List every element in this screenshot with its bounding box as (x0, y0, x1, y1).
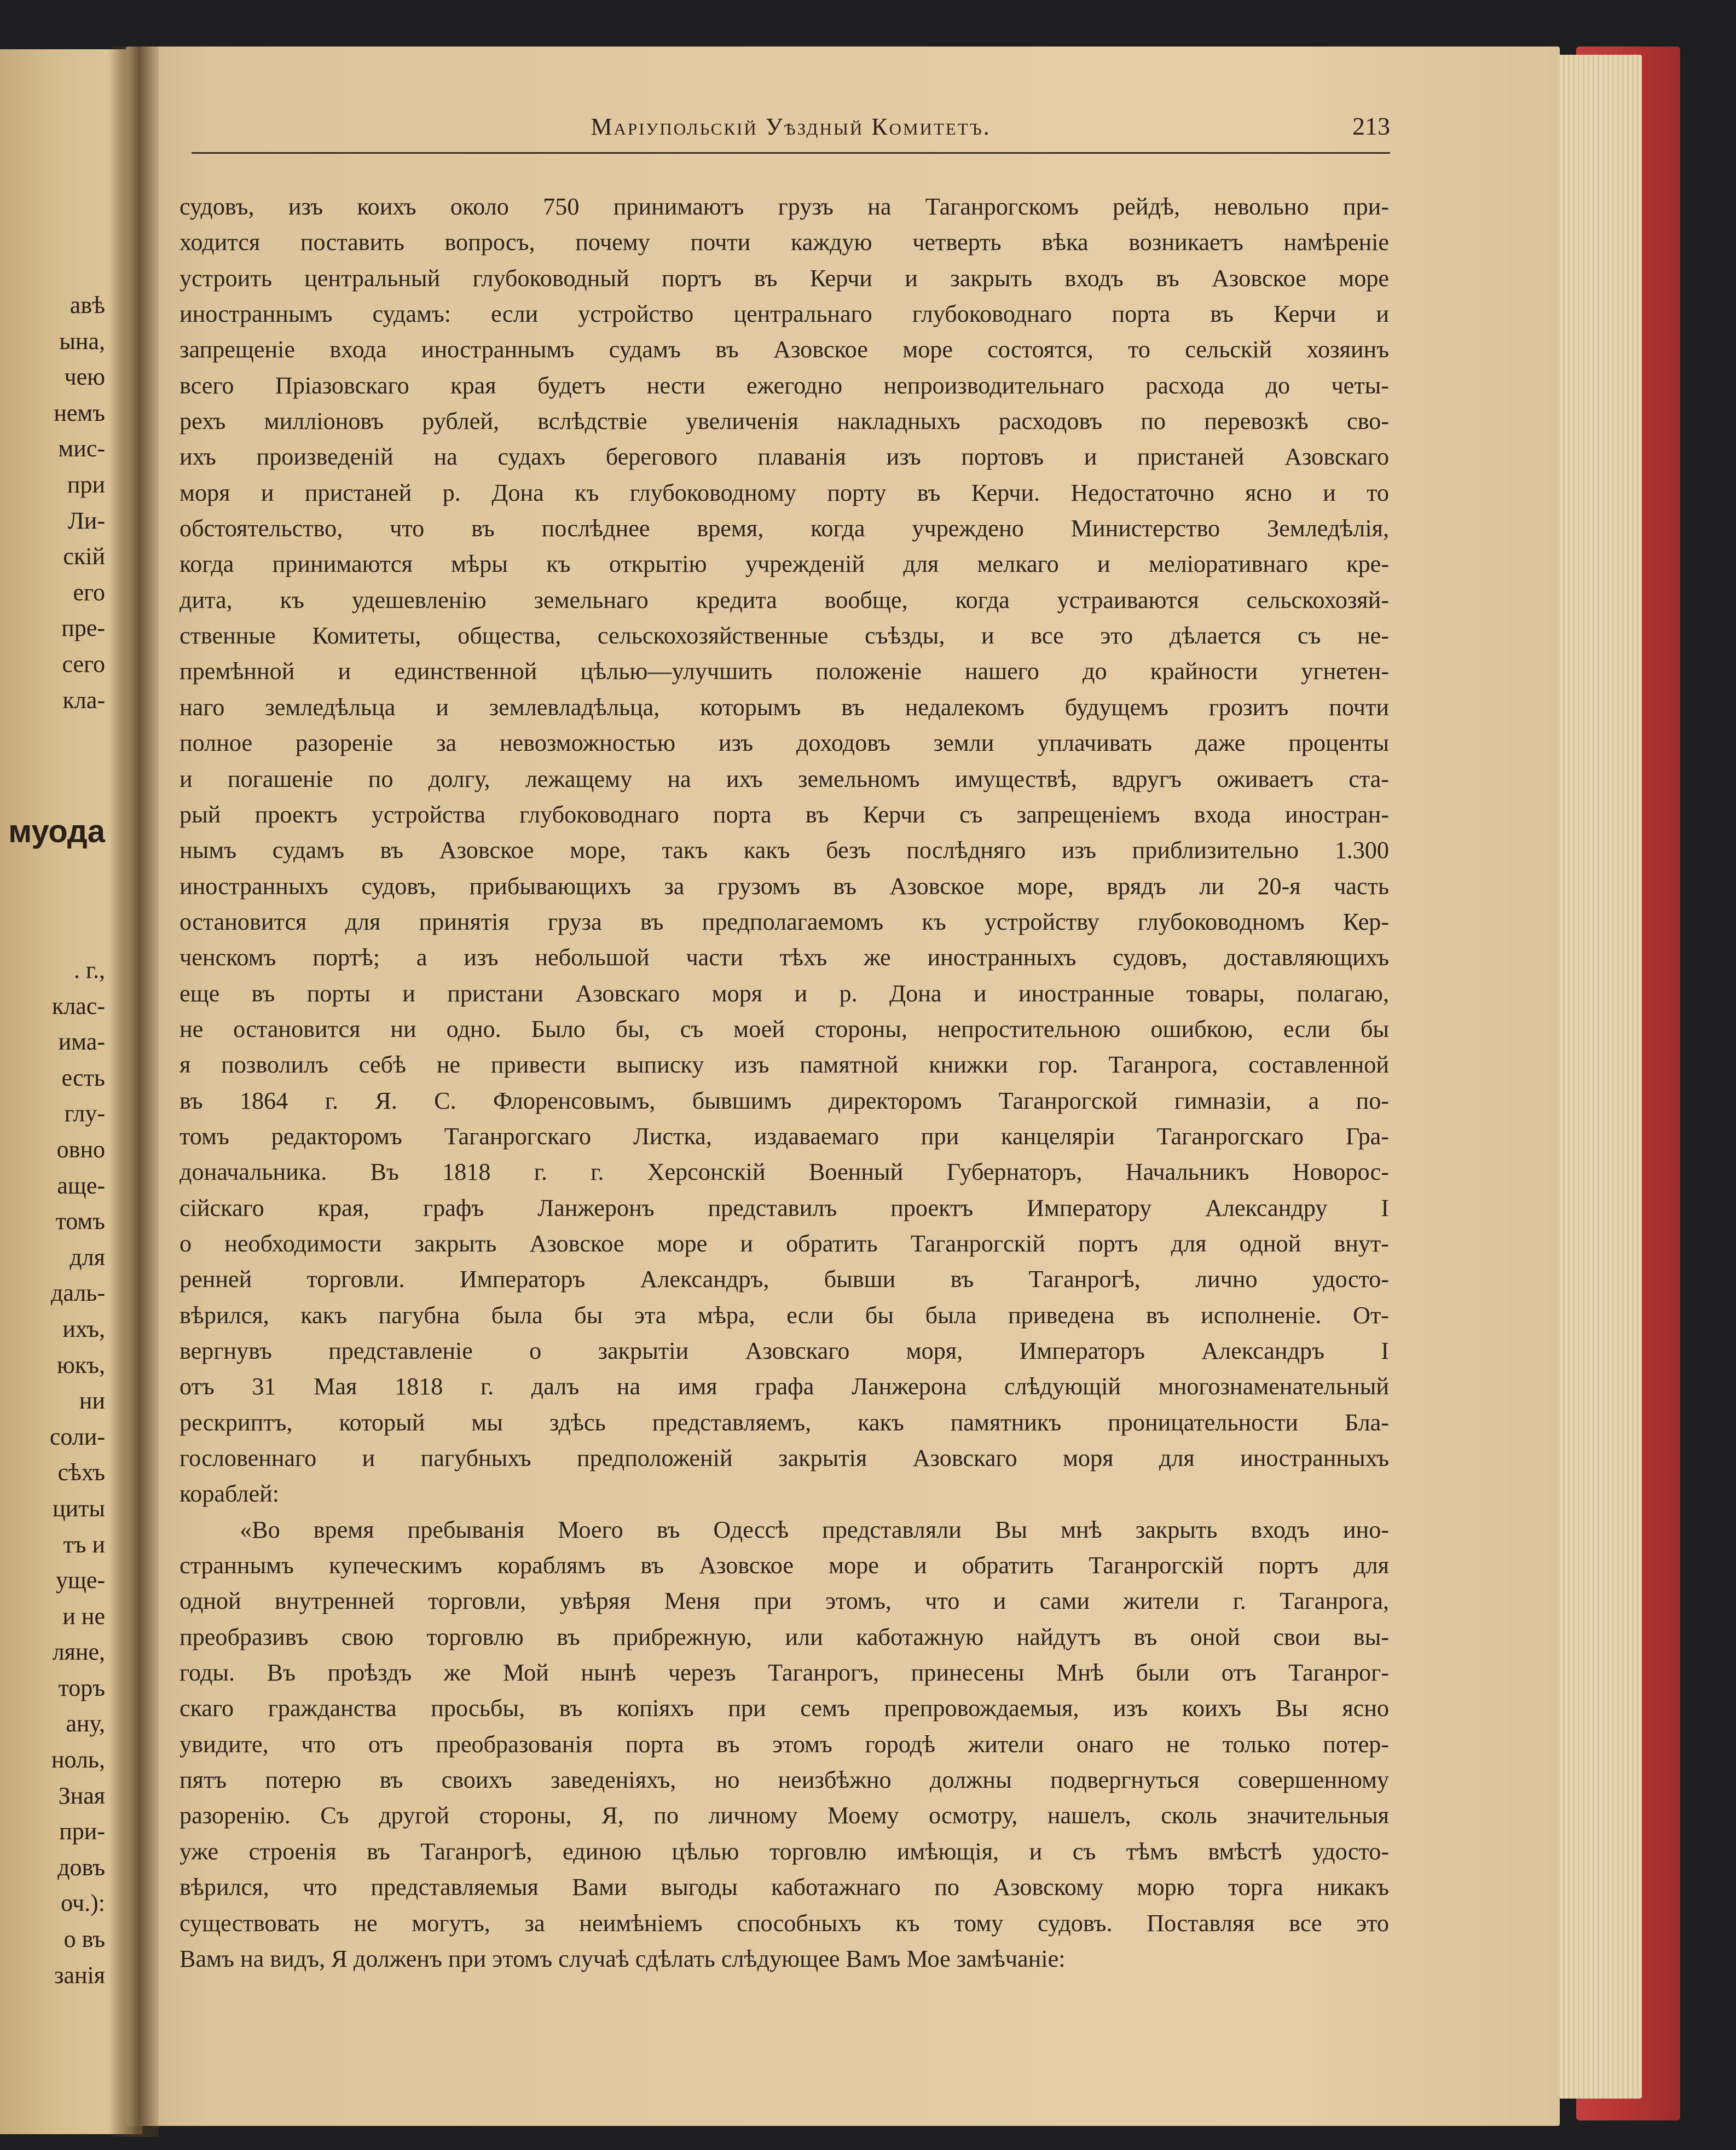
left-page-line: о въ (63, 1926, 105, 1953)
left-page-line: есть (61, 1064, 105, 1091)
body-line: ихъ произведеній на судахъ берегового плаванія изъ портовъ и пристаней Азовскаго (180, 443, 1389, 471)
left-heading-line: му (8, 814, 49, 849)
left-page-line: торъ (58, 1674, 105, 1701)
body-line: пятъ потерю въ своихъ заведеніяхъ, но неизбѣжно должны подвергнуться совершенному (180, 1766, 1389, 1794)
running-header (192, 104, 1390, 154)
left-page-line: занія (54, 1961, 105, 1989)
left-page-line: ни (79, 1387, 105, 1415)
left-page-line: ихъ, (62, 1315, 105, 1342)
body-line: Вамъ на видъ, Я долженъ при этомъ случаѣ сдѣлать слѣдующее Вамъ Мое замѣчаніе: (180, 1945, 1066, 1972)
body-line: и погашеніе по долгу, лежащему на ихъ земельномъ имуществѣ, вдругъ оживаетъ ста- (180, 765, 1389, 792)
left-page-line: чею (64, 363, 105, 391)
body-text (180, 189, 1389, 1977)
body-line: устроить центральный глубоководный портъ въ Керчи и закрыть входъ въ Азовское море (180, 264, 1389, 292)
left-page-line: пре- (61, 615, 105, 642)
body-line: еще въ порты и пристани Азовскаго моря и р. Дона и иностранные товары, полагаю, (180, 980, 1389, 1007)
left-page-line: юкъ, (57, 1351, 105, 1378)
left-page-line: соли- (49, 1423, 105, 1450)
body-line: премѣнной и единственной цѣлью—улучшить положеніе нашего до крайности угнетен- (180, 658, 1389, 685)
body-line: вѣрился, какъ пагубна была бы эта мѣра, если бы была приведена въ исполненіе. От- (180, 1301, 1389, 1329)
left-page-line: кла- (62, 686, 105, 714)
left-page-line: при- (59, 1818, 105, 1845)
left-page-line: оч.): (61, 1890, 105, 1917)
left-heading-line: ода (48, 814, 105, 849)
body-line: томъ редакторомъ Таганрогскаго Листка, издаваемаго при канцеляріи Таганрогскаго Гра- (180, 1122, 1389, 1150)
body-line: о необходимости закрыть Азовское море и обратить Таганрогскій портъ для одной внут- (180, 1230, 1389, 1257)
left-page-line: тъ и (63, 1531, 105, 1558)
running-title: Маріупольскій Уѣздный Комитетъ. (591, 113, 991, 140)
body-line: дита, къ удешевленію земельнаго кредита вообще, когда устраиваются сельскохозяй- (180, 586, 1389, 613)
body-line: доначальника. Въ 1818 г. г. Херсонскій Военный Губернаторъ, Начальникъ Новорос- (180, 1158, 1389, 1186)
book-gutter (109, 47, 159, 2137)
page-number: 213 (1352, 112, 1390, 140)
left-page-line: овно (56, 1135, 105, 1163)
body-line: рехъ милліоновъ рублей, вслѣдствіе увеличенія накладныхъ расходовъ по перевозкѣ сво- (180, 408, 1389, 435)
body-line: ренней торговли. Императоръ Александръ, бывши въ Таганрогѣ, лично удосто- (180, 1266, 1389, 1293)
left-page-line: ына, (59, 327, 105, 355)
body-line: вергнувъ представленіе о закрытіи Азовскаго моря, Императоръ Александръ I (180, 1337, 1389, 1364)
left-page-line: Ли- (67, 507, 105, 534)
body-line: полное разореніе за невозможностью изъ доходовъ земли уплачивать даже проценты (180, 729, 1389, 757)
body-line: рескриптъ, который мы здѣсь представляемъ, какъ памятникъ проницательности Бла- (180, 1409, 1389, 1436)
body-line: иностранныхъ судовъ, прибывающихъ за грузомъ въ Азовское море, врядъ ли 20-я часть (180, 872, 1389, 900)
left-page-line: има- (58, 1028, 105, 1056)
body-line: сійскаго края, графъ Ланжеронъ представилъ проектъ Императору Александру I (180, 1194, 1389, 1221)
body-line: страннымъ купеческимъ кораблямъ въ Азовское море и обратить Таганрогскій портъ для (180, 1552, 1389, 1579)
body-line: разоренію. Съ другой стороны, Я, по личному Моему осмотру, нашелъ, сколь значительныя (180, 1802, 1389, 1829)
body-line: одной внутренней торговли, увѣряя Меня при этомъ, что и сами жители г. Таганрога, (180, 1587, 1389, 1615)
left-page-text-bottom (0, 952, 105, 1993)
body-line: остановится для принятія груза въ предполагаемомъ къ устройству глубоководномъ Кер- (180, 908, 1389, 935)
left-page-line: авѣ (70, 292, 105, 318)
body-line: наго земледѣльца и землевладѣльца, которымъ въ недалекомъ будущемъ грозитъ почти (180, 693, 1389, 721)
left-page-line: ляне, (52, 1638, 105, 1666)
left-page-line: . г., (73, 957, 105, 983)
left-page-line: глу- (64, 1100, 105, 1127)
left-page-line: для (70, 1243, 105, 1271)
body-line: «Во время пребыванія Моего въ Одессѣ представляли Вы мнѣ закрыть входъ ино- (240, 1516, 1389, 1543)
body-line: судовъ, изъ коихъ около 750 принимаютъ грузъ на Таганрогскомъ рейдѣ, невольно при- (180, 193, 1389, 220)
body-line: отъ 31 Мая 1818 г. далъ на имя графа Ланжерона слѣдующій многознаменательный (180, 1373, 1389, 1400)
body-line: въ 1864 г. Я. С. Флоренсовымъ, бывшимъ директоромъ Таганрогской гимназіи, а по- (180, 1087, 1389, 1114)
left-page-text-top (0, 287, 105, 718)
left-page-line: сего (62, 650, 105, 677)
body-line: нымъ судамъ въ Азовское море, такъ какъ безъ послѣдняго изъ приблизительно 1.300 (180, 837, 1389, 864)
left-page-line: скій (63, 543, 105, 570)
body-line: моря и пристаней р. Дона къ глубоководному порту въ Керчи. Недостаточно ясно и то (180, 479, 1389, 506)
left-page-line: и не (62, 1602, 105, 1630)
left-page-line: уще- (55, 1567, 105, 1594)
body-line: обстоятельство, что въ послѣднее время, когда учреждено Министерство Земледѣлія, (180, 515, 1389, 542)
body-line: ченскомъ портѣ; а изъ небольшой части тѣхъ же иностранныхъ судовъ, доставляющихъ (180, 944, 1389, 971)
left-page-line: немъ (54, 399, 105, 426)
body-line: я позволилъ себѣ не привести выписку изъ памятной книжки гор. Таганрога, составленной (180, 1051, 1389, 1079)
body-line: ходится поставить вопросъ, почему почти каждую четверть вѣка возникаетъ намѣреніе (180, 229, 1389, 256)
left-page-heading (0, 813, 105, 851)
body-line: скаго гражданства просьбы, въ копіяхъ при семъ препровождаемыя, изъ коихъ Вы ясно (180, 1695, 1389, 1722)
body-line: всего Пріазовскаго края будетъ нести ежегодно непроизводительнаго расхода до четы- (180, 372, 1389, 399)
left-page-line: томъ (55, 1208, 105, 1235)
left-page-line: клас- (51, 992, 105, 1019)
left-page-line: при (67, 471, 105, 498)
left-page-line: довъ (57, 1853, 105, 1881)
body-line: увидите, что отъ преобразованія порта въ этомъ городѣ жители онаго не только потер- (180, 1730, 1389, 1758)
left-page-line: его (73, 578, 105, 606)
body-line: запрещеніе входа иностраннымъ судамъ въ Азовское море состоятся, то сельскій хозяинъ (180, 336, 1389, 363)
body-line: годы. Въ проѣздъ же Мой нынѣ черезъ Таганрогъ, принесены Мнѣ были отъ Таганрог- (180, 1659, 1389, 1687)
body-line: гословеннаго и пагубныхъ предположеній закрытія Азовскаго моря для иностранныхъ (180, 1445, 1389, 1472)
body-line: когда принимаются мѣры къ открытію учрежденій для мелкаго и меліоративнаго кре- (180, 550, 1389, 578)
body-line: уже строенія въ Таганрогѣ, единою цѣлью торговлю имѣющія, и съ тѣмъ вмѣстѣ удосто- (180, 1838, 1389, 1865)
left-page-line: аще- (57, 1172, 105, 1199)
body-line: рый проектъ устройства глубоководнаго порта въ Керчи съ запрещеніемъ входа иностран- (180, 801, 1389, 828)
left-page-line: Зная (58, 1782, 105, 1809)
body-line: преобразивъ свою торговлю въ прибрежную, или каботажную найдутъ въ оной свои вы- (180, 1623, 1389, 1650)
body-line: вѣрился, что представляемыя Вами выгоды каботажнаго по Азовскому морю торга никакъ (180, 1874, 1389, 1901)
left-page-line: даль- (51, 1279, 105, 1307)
left-page-line: циты (53, 1494, 105, 1522)
body-line: существовать не могутъ, за неимѣніемъ способныхъ къ тому судовъ. Поставляя все это (180, 1909, 1389, 1937)
body-line: кораблей: (180, 1480, 279, 1508)
body-line: иностраннымъ судамъ: если устройство центральнаго глубоководнаго порта въ Керчи и (180, 300, 1389, 328)
body-line: не остановится ни одно. Было бы, съ моей стороны, непростительною ошибкою, если бы (180, 1015, 1389, 1042)
left-page-line: сѣхъ (57, 1459, 105, 1486)
left-page-line: мис- (58, 435, 105, 462)
body-line: ственные Комитеты, общества, сельскохозяйственные съѣзды, и все это дѣлается съ не- (180, 622, 1389, 650)
left-page-line: ноль, (51, 1746, 105, 1774)
left-page-line: ану, (66, 1710, 105, 1737)
